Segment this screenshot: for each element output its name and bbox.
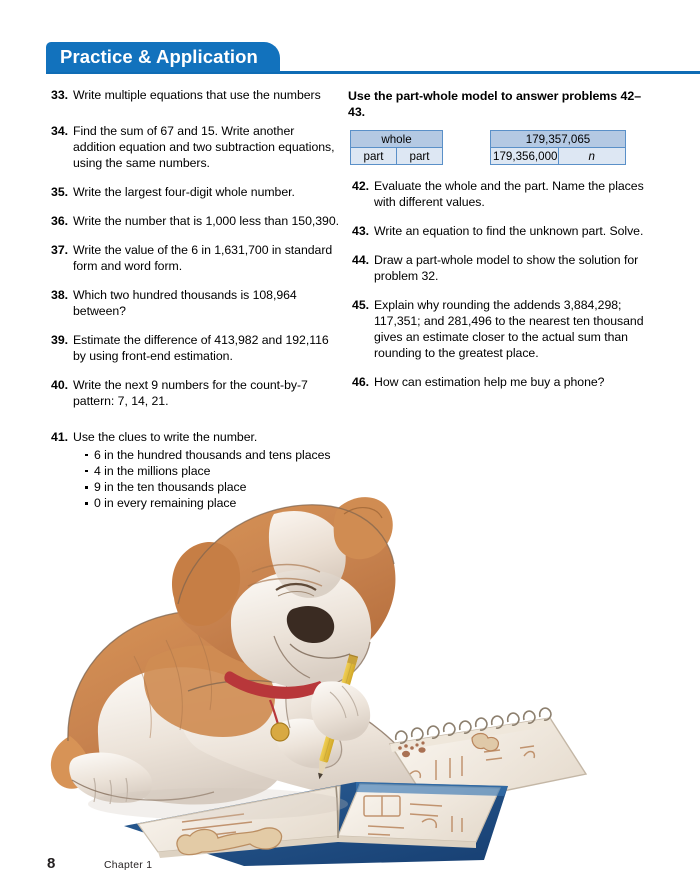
problem-text: Draw a part-whole model to show the solution for problem 32. [374,253,639,284]
problem-number: 45. [352,298,369,313]
problem-number: 44. [352,253,369,268]
whole-label: whole [351,131,443,148]
table-row [351,148,443,165]
problem-number: 41. [51,429,68,444]
part-whole-model-values [490,130,626,165]
page-number: 8 [47,855,56,872]
ground-shadow [88,788,348,820]
problem-number: 34. [51,123,68,138]
problem-text: Write the value of the 6 in 1,631,700 in standard form and word form. [73,242,333,273]
problem-text: Evaluate the whole and the part. Name the places with different values. [374,179,644,210]
part-whole-instruction: Use the part-whole model to answer problems 42–43. [348,89,642,120]
problem-42 [348,179,644,211]
problem-text: Write the largest four-digit whole number. [73,184,295,199]
problem-text: Explain why rounding the addends 3,884,298; 117,351; and 281,496 to the nearest ten thousand gives an estimate closer to the actual sum than rounding to the greatest place. [374,298,644,361]
chapter-label: Chapter 1 [104,860,153,871]
table-row [491,148,626,165]
known-part-value: 179,356,000 [491,148,559,165]
unknown-part-variable: n [558,148,626,165]
problem-number: 36. [51,213,68,228]
problem-number: 39. [51,332,68,347]
clue-item: 9 in the ten thousands place [84,479,339,495]
part-whole-model-labels [350,130,443,165]
bulldog-illustration [38,486,678,866]
problem-35 [47,185,339,201]
part-whole-models [350,130,644,165]
clue-item: 6 in the hundred thousands and tens places [84,447,339,463]
problem-37 [47,243,339,275]
problem-44 [348,253,644,285]
problem-46 [348,375,644,391]
problem-number: 46. [352,375,369,390]
problem-number: 37. [51,242,68,257]
problem-stem: Use the clues to write the number. [73,429,258,444]
whole-value: 179,357,065 [491,131,626,148]
problem-number: 42. [352,179,369,194]
table-row [491,131,626,148]
problem-text: Write the next 9 numbers for the count-by-7 pattern: 7, 14, 21. [73,377,308,408]
problem-45 [348,298,644,362]
problem-text: Write the number that is 1,000 less than 150,390. [73,213,339,228]
problem-text: Write an equation to find the unknown part. Solve. [374,224,644,239]
problem-text: Find the sum of 67 and 15. Write another addition equation and two subtraction equations, using the same numbers. [73,123,335,170]
problem-number: 38. [51,287,68,302]
problem-40 [47,378,339,410]
problem-text: Which two hundred thousands is 108,964 between? [73,287,297,318]
problem-43 [348,224,644,240]
right-column [348,88,644,404]
page-title: Practice & Application [60,45,258,67]
clue-item: 4 in the millions place [84,463,339,479]
problem-34 [47,124,339,172]
problem-number: 35. [51,184,68,199]
problem-33 [47,88,339,104]
table-row [351,131,443,148]
part-label-left: part [351,148,397,165]
problem-text: Estimate the difference of 413,982 and 192,116 by using front-end estimation. [73,332,329,363]
collar-tag [271,723,289,741]
page-footer [47,855,152,872]
part-label-right: part [397,148,443,165]
problem-number: 33. [51,88,68,102]
problem-number: 40. [51,377,68,392]
problem-number: 43. [352,224,369,239]
problem-39 [47,333,339,365]
left-column [47,88,339,525]
bulldog-illustration-svg [38,486,678,866]
problem-36 [47,214,339,230]
problem-text: How can estimation help me buy a phone? [374,375,605,390]
problem-38 [47,288,339,320]
clue-item: 0 in every remaining place [84,495,339,511]
section-banner [46,42,280,72]
problem-text: Write multiple equations that use the numbers [73,88,321,102]
